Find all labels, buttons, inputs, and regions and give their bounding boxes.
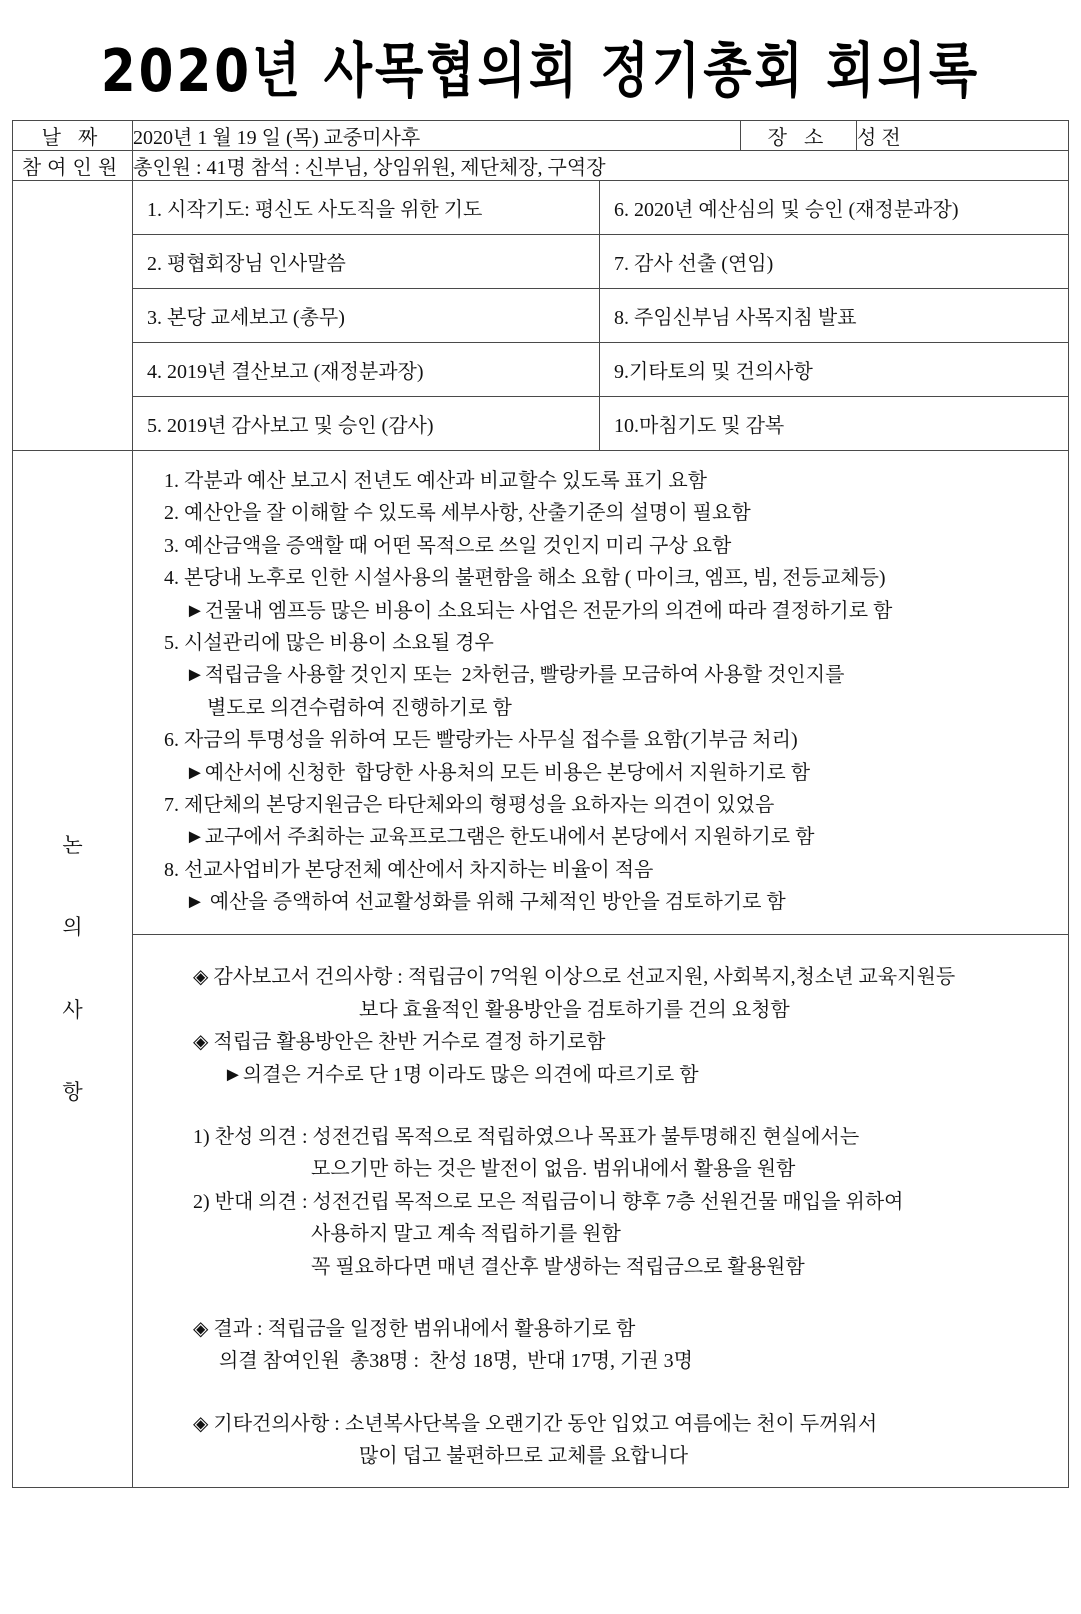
attendees-value: 총인원 : 41명 참석 : 신부님, 상임위원, 제단체장, 구역장 (133, 151, 1069, 181)
resolution-block (133, 935, 1068, 1486)
discussion-items-block (133, 451, 1068, 935)
discussion-line: 1. 각분과 예산 보고시 전년도 예산과 비교할수 있도록 표기 요함 (159, 470, 707, 492)
agenda-row-item (133, 181, 1068, 235)
discussion-line: ► 예산을 증액하여 선교활성화를 위해 구체적인 방안을 검토하기로 함 (185, 891, 786, 914)
line-spacer (159, 1283, 1052, 1313)
agenda-cell (133, 181, 1069, 451)
resolution-line: ◈ 감사보고서 건의사항 : 적립금이 7억원 이상으로 선교지원, 사회복지,청소년 교육지원등 (193, 966, 956, 989)
minutes-table (12, 120, 1069, 1488)
agenda-item-left: 1. 시작기도: 평신도 사도직을 위한 기도 (133, 181, 600, 235)
agenda-row-item (133, 397, 1068, 451)
line-spacer (159, 1378, 1052, 1408)
attendees-label: 참여인원 (13, 151, 133, 181)
resolution-line: 많이 덥고 불편하므로 교체를 요합니다 (359, 1445, 689, 1468)
agenda-item-right: 8. 주임신부님 사목지침 발표 (600, 289, 1069, 343)
resolution-line: 모으기만 하는 것은 발전이 없음. 범위내에서 활용을 원함 (311, 1158, 796, 1181)
discussion-line: 6. 자금의 투명성을 위하여 모든 빨랑카는 사무실 접수를 요함(기부금 처리) (159, 729, 798, 752)
resolution-line: ◈ 결과 : 적립금을 일정한 범위내에서 활용하기로 함 (193, 1317, 636, 1340)
discussion-line: 5. 시설관리에 많은 비용이 소요될 경우 (159, 631, 494, 654)
agenda-label-cell (13, 181, 133, 451)
date-row (13, 121, 1069, 151)
agenda-item-left: 2. 평협회장님 인사말씀 (133, 235, 600, 289)
discussion-line: 3. 예산금액을 증액할 때 어떤 목적으로 쓰일 것인지 미리 구상 요함 (159, 534, 732, 557)
agenda-item-right: 10.마침기도 및 감복 (614, 415, 785, 437)
date-value: 2020년 1 월 19 일 (목) 교중미사후 (133, 121, 741, 151)
agenda-item-left: 5. 2019년 감사보고 및 승인 (감사) (133, 397, 600, 451)
vertical-label-char: 항 (62, 1080, 83, 1105)
discussion-line: 2. 예산안을 잘 이해할 수 있도록 세부사항, 산출기준의 설명이 필요함 (159, 502, 751, 525)
agenda-row-item (133, 289, 1068, 343)
agenda-item-right: 9.기타토의 및 건의사항 (600, 343, 1069, 397)
agenda-row-item (133, 235, 1068, 289)
title-area (12, 0, 1069, 120)
discussion-line: 4. 본당내 노후로 인한 시설사용의 불편함을 해소 요함 ( 마이크, 엠프, 빔, 전등교체등) (159, 567, 886, 590)
resolution-line: ►의결은 거수로 단 1명 이라도 많은 의견에 따르기로 함 (223, 1063, 699, 1086)
agenda-row (13, 181, 1069, 451)
resolution-line: ◈ 적립금 활용방안은 찬반 거수로 결정 하기로함 (193, 1031, 606, 1054)
discussion-line: ►적립금을 사용할 것인지 또는 2차헌금, 빨랑카를 모금하여 사용할 것인지를 (185, 664, 845, 687)
resolution-line: 1) 찬성 의견 : 성전건립 목적으로 적립하였으나 목표가 불투명해진 현실에서는 (193, 1126, 860, 1149)
agenda-item-left: 3. 본당 교세보고 (총무) (133, 289, 600, 343)
vertical-label-char: 논 (62, 832, 83, 857)
page-title: 2020년 사목협의회 정기총회 회의록 (100, 36, 981, 105)
agenda-item-right: 7. 감사 선출 (연임) (600, 235, 1069, 289)
agenda-item-left: 4. 2019년 결산보고 (재정분과장) (133, 343, 600, 397)
line-spacer (159, 1091, 1052, 1121)
resolution-line: ◈ 기타건의사항 : 소년복사단복을 오랜기간 동안 입었고 여름에는 천이 두꺼워서 (193, 1412, 878, 1435)
place-value: 성 전 (857, 121, 1069, 151)
discussion-cell (133, 451, 1069, 1488)
discussion-line: ►예산서에 신청한 합당한 사용처의 모든 비용은 본당에서 지원하기로 함 (185, 761, 811, 784)
vertical-label-char: 의 (62, 915, 83, 940)
resolution-line: 보다 효율적인 활용방안을 검토하기를 건의 요청함 (359, 998, 790, 1021)
discussion-row (13, 451, 1069, 1488)
place-label: 장 소 (741, 121, 857, 151)
resolution-line: 꼭 필요하다면 매년 결산후 발생하는 적립금으로 활용원함 (311, 1255, 805, 1278)
resolution-line: 2) 반대 의견 : 성전건립 목적으로 모은 적립금이니 향후 7층 선원건물 매입을 위하여 (193, 1190, 904, 1213)
discussion-line: ►교구에서 주최하는 교육프로그램은 한도내에서 본당에서 지원하기로 함 (185, 826, 815, 849)
agenda-row-item (133, 343, 1068, 397)
discussion-vertical-label (13, 451, 133, 1488)
attendees-row (13, 151, 1069, 181)
resolution-line: 사용하지 말고 계속 적립하기를 원함 (311, 1223, 621, 1246)
vertical-label-char: 사 (62, 997, 83, 1022)
date-label: 날 짜 (13, 121, 133, 151)
agenda-item-right: 6. 2020년 예산심의 및 승인 (재정분과장) (600, 181, 1069, 235)
resolution-line: 의결 참여인원 총38명 : 찬성 18명, 반대 17명, 기권 3명 (219, 1350, 693, 1373)
discussion-line: 7. 제단체의 본당지원금은 타단체와의 형평성을 요하자는 의견이 있었음 (159, 793, 775, 816)
agenda-grid (133, 181, 1068, 450)
discussion-line: 8. 선교사업비가 본당전체 예산에서 차지하는 비율이 적음 (159, 858, 654, 881)
discussion-line: ►건물내 엠프등 많은 비용이 소요되는 사업은 전문가의 의견에 따라 결정하기로 함 (185, 599, 893, 622)
discussion-line: 별도로 의견수렴하여 진행하기로 함 (207, 696, 512, 719)
